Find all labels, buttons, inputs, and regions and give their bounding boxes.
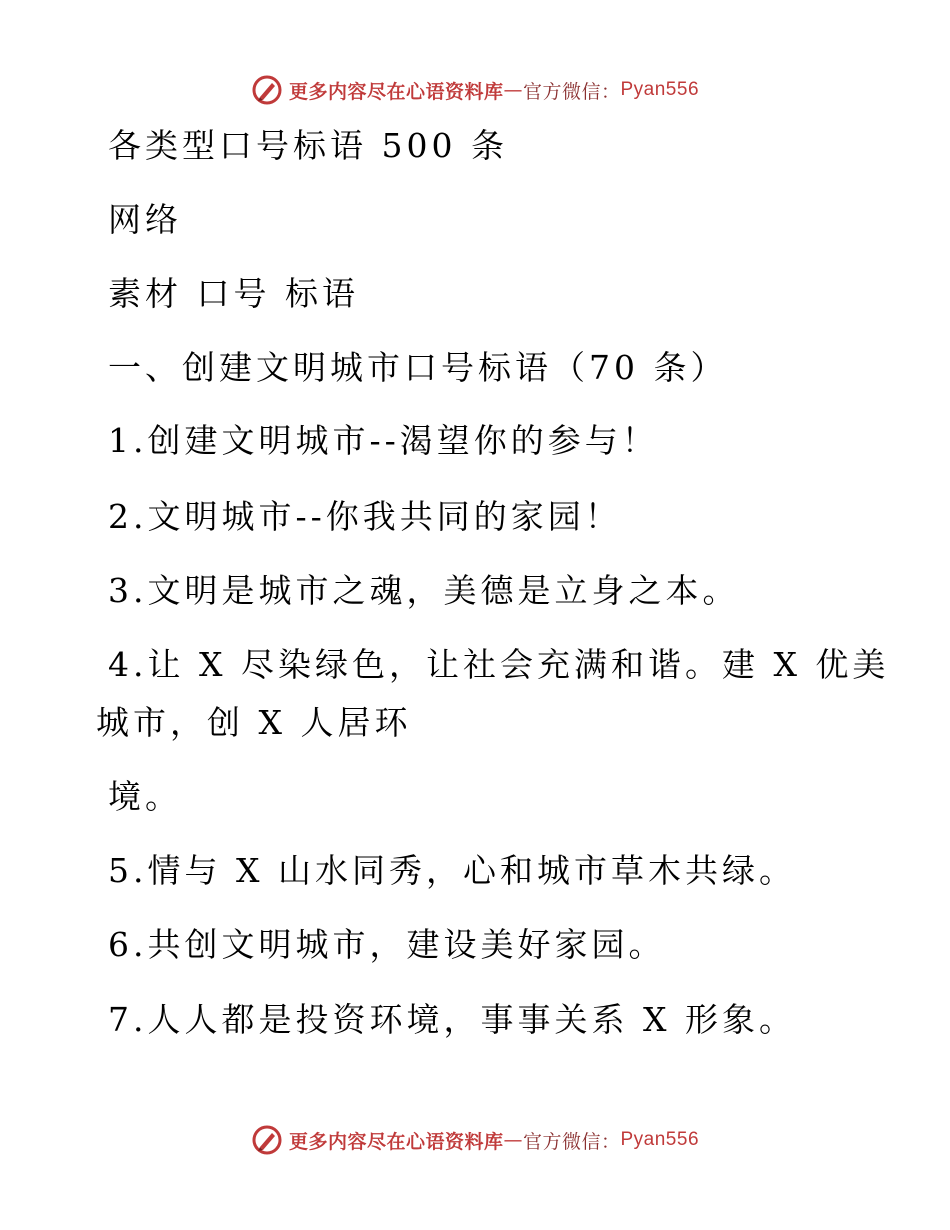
header-banner [0,70,950,110]
doc-line: 1.创建文明城市--渴望你的参与！ [108,421,659,460]
banner-wechat-id: Pyan556 [620,1129,700,1150]
doc-line: 6.共创文明城市，建设美好家园。 [108,925,666,964]
doc-line: 境。 [108,777,182,816]
doc-line: 素材 口号 标语 [108,274,359,313]
doc-line: 2.文明城市--你我共同的家园！ [108,497,622,536]
banner-site-text: 更多内容尽在心语资料库 [288,80,504,103]
pen-logo-icon [251,74,283,106]
section-heading: 一、创建文明城市口号标语（70 条） [108,348,728,387]
doc-line: 4.让 X 尽染绿色，让社会充满和谐。建 X 优美 [108,645,890,684]
banner-wechat-label: 官方微信： [522,80,621,103]
pen-logo-icon [251,1124,283,1156]
footer-banner [0,1120,950,1160]
doc-line: 7.人人都是投资环境，事事关系 X 形象。 [108,1000,796,1039]
doc-line: 城市，创 X 人居环 [96,703,412,742]
banner-wechat-label: 官方微信： [522,1130,621,1153]
doc-line: 5.情与 X 山水同秀，心和城市草木共绿。 [108,851,796,890]
banner-separator: — [503,79,523,101]
doc-line: 网络 [108,200,182,239]
doc-title: 各类型口号标语 500 条 [108,126,508,165]
banner-wechat-id: Pyan556 [620,79,700,100]
doc-line: 3.文明是城市之魂，美德是立身之本。 [108,571,740,610]
banner-site-text: 更多内容尽在心语资料库 [288,1130,504,1153]
banner-separator: — [503,1129,523,1151]
